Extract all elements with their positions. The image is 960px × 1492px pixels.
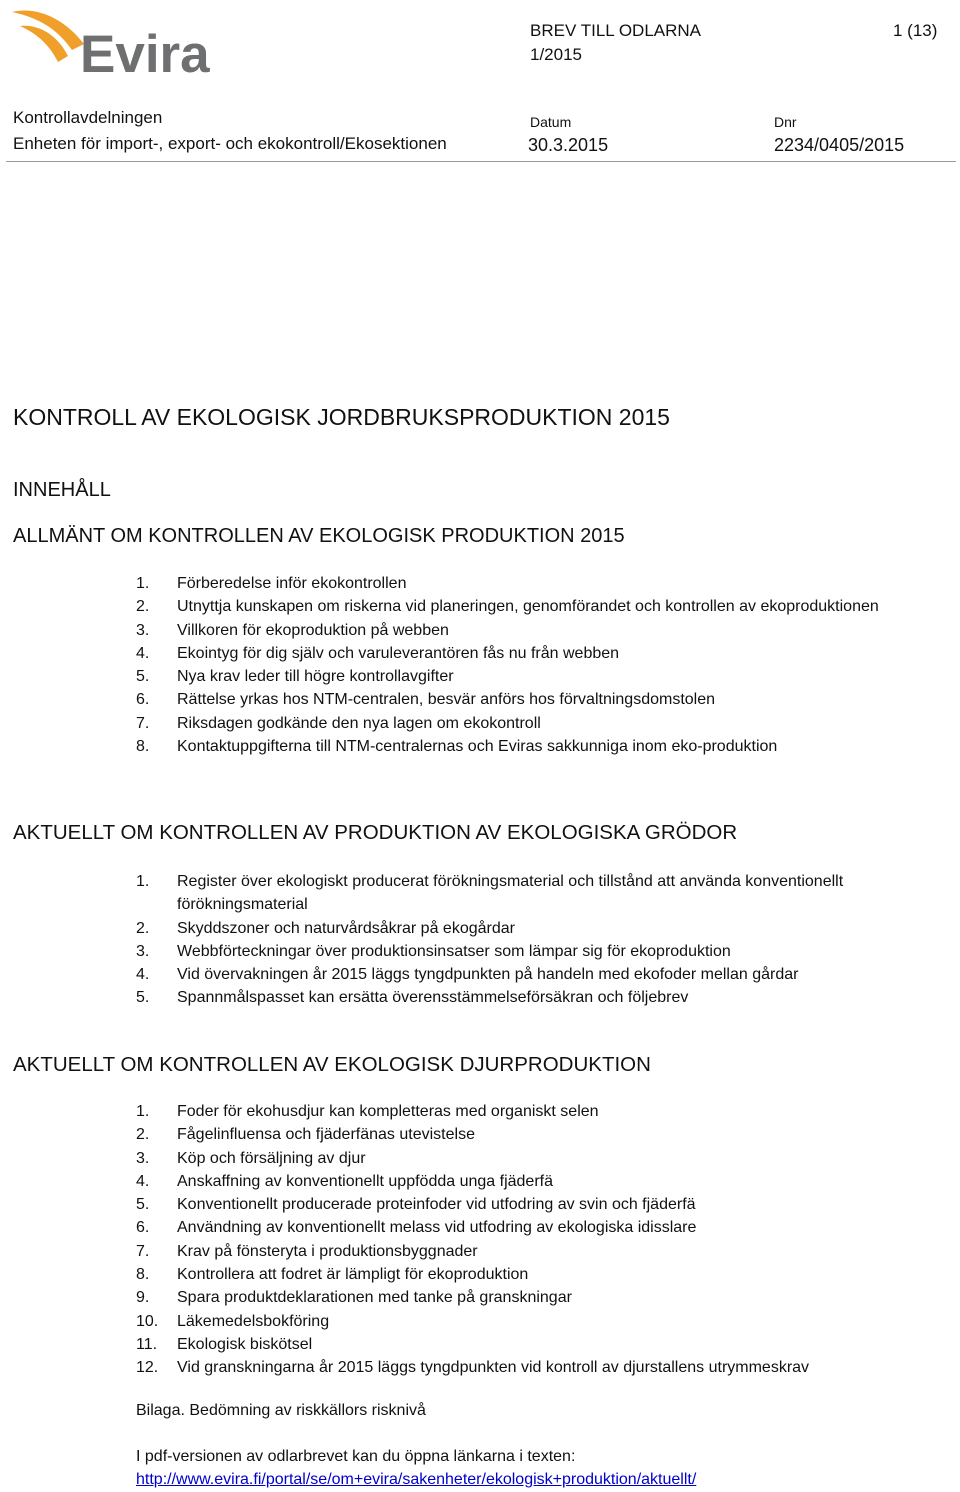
list-item: 8. Kontrollera att fodret är lämpligt för ekoproduktion [136,1266,529,1284]
list-item: 1. Förberedelse inför ekokontrollen [136,575,407,592]
document-title: KONTROLL AV EKOLOGISK JORDBRUKSPRODUKTION 2015 [13,404,670,430]
list-item: 2. Utnyttja kunskapen om riskerna vid planeringen, genomförandet och kontrollen av ekoproduktionen [136,598,879,616]
list-item: 5. Spannmålspasset kan ersätta överensstämmelseförsäkran och följebrev [136,989,689,1007]
section-list [136,1100,936,1380]
list-item: 4. Ekointyg för dig själv och varuleverantören fås nu från webben [136,644,620,662]
list-item: 4. Anskaffning av konventionellt uppfödda unga fjäderfä [136,1172,553,1190]
list-item: 5. Konventionellt producerade proteinfoder vid utfodring av svin och fjäderfä [136,1196,696,1214]
list-item: 2. Skyddszoner och naturvårdsåkrar på ekogårdar [136,919,515,937]
dnr-value: 2234/0405/2015 [774,135,905,155]
date-label: Datum [530,114,572,130]
doc-number: 1/2015 [530,45,582,64]
list-item: 6. Rättelse yrkas hos NTM-centralen, besvär anförs hos förvaltningsdomstolen [136,691,716,709]
list-item: 9. Spara produktdeklarationen med tanke på granskningar [136,1289,572,1307]
doc-type: BREV TILL ODLARNA [530,21,702,40]
list-item: 3. Köp och försäljning av djur [136,1149,366,1167]
section-list [136,572,936,758]
unit: Enheten för import-, export- och ekokontroll/Ekosektionen [13,134,447,153]
dnr-label: Dnr [774,114,797,130]
list-item: 7. Riksdagen godkände den nya lagen om ekokontroll [136,714,541,732]
list-item: 1. Register över ekologiskt producerat förökningsmaterial och tillstånd att använda konventionellt förökningsmaterial [136,873,844,914]
contents-heading: INNEHÅLL [13,479,111,501]
logo-text: Evira [80,25,210,76]
list-item: 3. Villkoren för ekoproduktion på webben [136,621,449,639]
list-item: 7. Krav på fönsteryta i produktionsbyggnader [136,1242,478,1260]
list-item: 10. Läkemedelsbokföring [136,1312,330,1330]
page-number: 1 (13) [893,21,938,40]
section-heading: ALLMÄNT OM KONTROLLEN AV EKOLOGISK PRODUKTION 2015 [13,525,625,547]
list-item: 2. Fågelinfluensa och fjäderfänas utevistelse [136,1126,475,1144]
section-heading: AKTUELLT OM KONTROLLEN AV PRODUKTION AV EKOLOGISKA GRÖDOR [13,821,738,844]
evira-link[interactable]: http://www.evira.fi/portal/se/om+evira/sakenheter/ekologisk+produktion/aktuellt/ [136,1471,697,1488]
list-item: 1. Foder för ekohusdjur kan kompletteras med organiskt selen [136,1103,599,1120]
list-item: 8. Kontaktuppgifterna till NTM-centralernas och Eviras sakkunniga inom eko-produktion [136,738,778,756]
list-item: 6. Användning av konventionellt melass vid utfodring av ekologiska idisslare [136,1219,697,1237]
list-item: 3. Webbförteckningar över produktionsinsatser som lämpar sig för ekoproduktion [136,942,731,960]
attachment-note: Bilaga. Bedömning av riskkällors risknivå [136,1402,426,1419]
evira-logo [6,4,246,76]
list-item: 4. Vid övervakningen år 2015 läggs tyngdpunkten på handeln med ekofoder mellan gårdar [136,966,799,984]
list-item: 5. Nya krav leder till högre kontrollavgifter [136,668,454,686]
department: Kontrollavdelningen [13,108,163,127]
section-list [136,870,936,1010]
section-heading: AKTUELLT OM KONTROLLEN AV EKOLOGISK DJURPRODUKTION [13,1053,651,1076]
pdf-note: I pdf-versionen av odlarbrevet kan du öppna länkarna i texten: [136,1448,576,1465]
date-value: 30.3.2015 [528,135,609,155]
list-item: 12. Vid granskningarna år 2015 läggs tyngdpunkten vid kontroll av djurstallens utrymmeskrav [136,1359,810,1377]
list-item: 11. Ekologisk biskötsel [136,1335,313,1353]
header-divider [6,161,956,162]
